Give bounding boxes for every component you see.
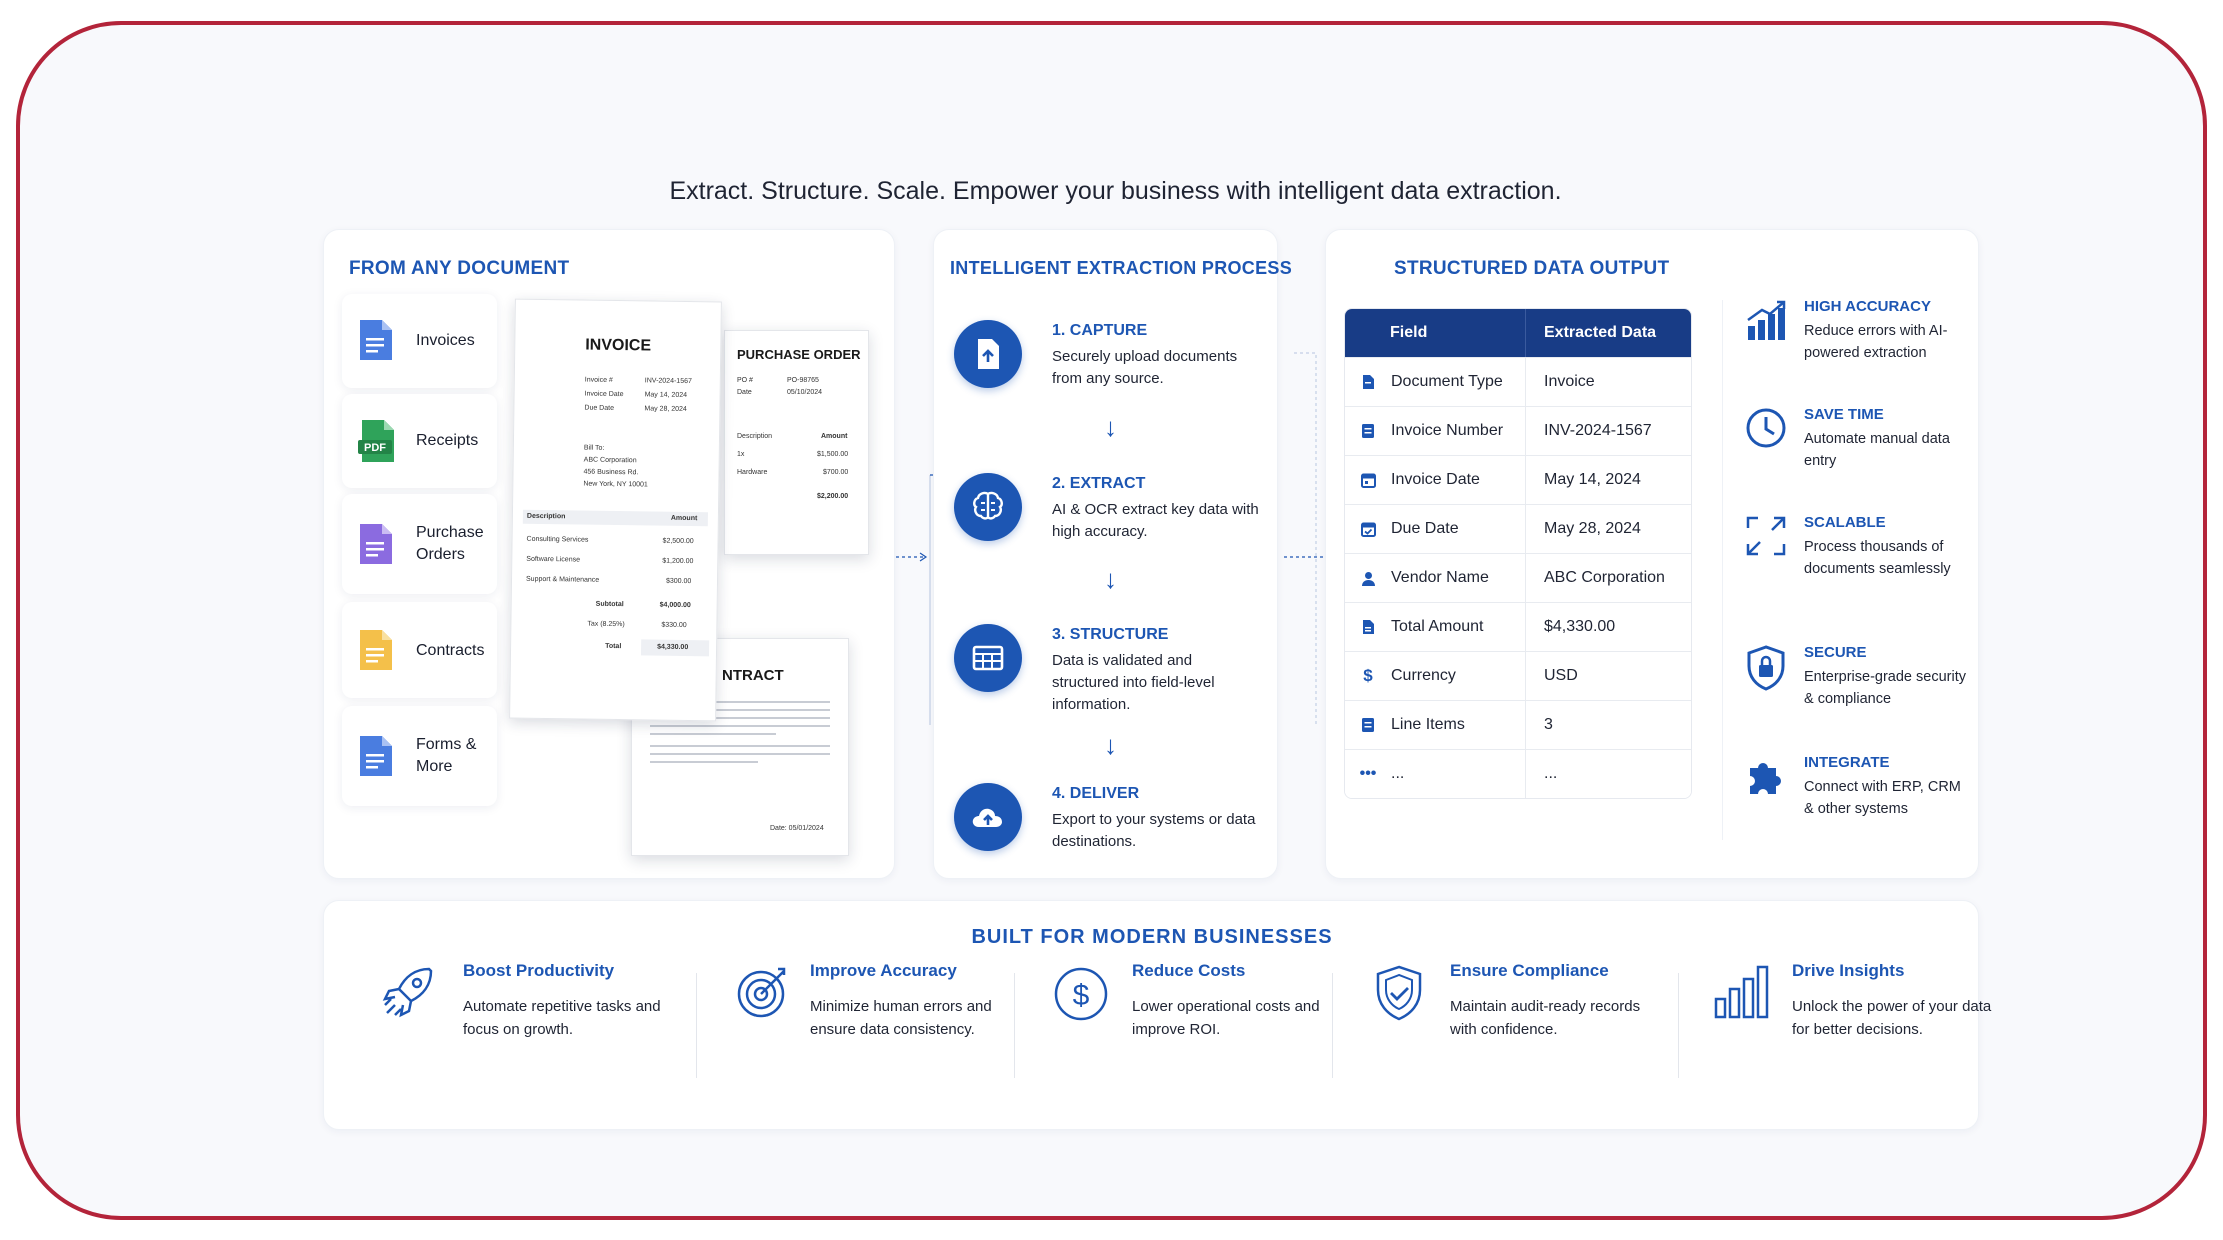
doctype-invoices[interactable] <box>342 294 497 388</box>
doctype-label: Purchase Orders <box>416 524 484 563</box>
benefit-title: Drive Insights <box>1792 961 1905 980</box>
divider <box>1678 973 1679 1078</box>
clock-icon <box>1744 406 1788 450</box>
invoice-preview: INVOICE Invoice # INV-2024-1567 Invoice Date May 14, 2024 Due Date May 28, 2024 Bill To: ABC Corporation 456 Business Rd. New York, NY 10001 Description Amount Consulting Services $2,500.00 Software License $1,200.00 Support & Maintenance $300.00 Subtotal $4,000.00 Tax (8.25%) $330.00 Total $4,330.00 <box>509 299 722 722</box>
shield-check-icon <box>1370 963 1428 1023</box>
more-icon: ••• <box>1359 765 1377 782</box>
document-icon <box>1360 374 1376 390</box>
step-title: 3. STRUCTURE <box>1052 626 1169 643</box>
po-title: PURCHASE ORDER <box>737 347 861 362</box>
table-row[interactable] <box>1345 651 1691 700</box>
benefit-description: Maintain audit-ready records with confidence. <box>1450 998 1641 1038</box>
doctype-receipts[interactable] <box>342 394 497 488</box>
field-name: Total Amount <box>1391 618 1484 635</box>
process-title: INTELLIGENT EXTRACTION PROCESS <box>950 258 1293 278</box>
benefit-boost-productivity <box>379 961 659 1071</box>
documents-title: FROM ANY DOCUMENT <box>349 258 570 279</box>
doc-blue-icon <box>358 318 394 362</box>
bar-chart-icon <box>1712 963 1770 1021</box>
table-row[interactable] <box>1345 455 1691 504</box>
step-description: AI & OCR extract key data with high accuracy. <box>1052 501 1259 540</box>
dollar-icon: $ <box>1363 666 1373 685</box>
down-arrow-icon: ↓ <box>1104 412 1117 442</box>
rocket-icon <box>379 963 437 1021</box>
output-title: STRUCTURED DATA OUTPUT <box>1394 258 1670 279</box>
brain-icon <box>954 473 1022 541</box>
divider <box>1332 973 1333 1078</box>
column-header-field: Field <box>1345 309 1526 357</box>
down-arrow-icon: ↓ <box>1104 730 1117 760</box>
benefit-description: Automate repetitive tasks and focus on growth. <box>463 998 661 1038</box>
table-row[interactable] <box>1345 553 1691 602</box>
step-description: Export to your systems or data destinations. <box>1052 811 1256 850</box>
doctype-label: Receipts <box>416 432 479 449</box>
field-value: May 28, 2024 <box>1544 520 1641 537</box>
table-row[interactable] <box>1345 700 1691 749</box>
cloud-upload-icon <box>954 783 1022 851</box>
field-value: ... <box>1544 765 1558 782</box>
benefits-title: BUILT FOR MODERN BUSINESSES <box>971 926 1333 948</box>
field-value: USD <box>1544 667 1578 684</box>
step-title: 1. CAPTURE <box>1052 322 1148 339</box>
field-name: Invoice Date <box>1391 471 1480 488</box>
field-value: Invoice <box>1544 373 1595 390</box>
field-name: Document Type <box>1391 373 1503 390</box>
field-value: INV-2024-1567 <box>1544 422 1652 439</box>
user-icon <box>1360 570 1376 586</box>
contract-preview: NTRACT Date: 05/01/2024 <box>631 638 849 856</box>
benefit-title: Improve Accuracy <box>810 961 957 980</box>
documents-panel <box>323 229 895 879</box>
doctype-purchase-orders[interactable] <box>342 494 497 594</box>
feature-secure <box>1744 644 1966 724</box>
expand-arrows-icon <box>1744 514 1788 558</box>
table-row[interactable] <box>1345 406 1691 455</box>
down-arrow-icon: ↓ <box>1104 564 1117 594</box>
step-title: 4. DELIVER <box>1052 785 1140 802</box>
benefit-description: Lower operational costs and improve ROI. <box>1132 998 1320 1038</box>
feature-save-time <box>1744 406 1950 486</box>
feature-title: SECURE <box>1804 644 1867 661</box>
doctype-contracts[interactable] <box>342 602 497 698</box>
step-description: Securely upload documents from any source. <box>1052 348 1238 387</box>
purchase-order-preview: PURCHASE ORDER PO # PO-98765 Date 05/10/2024 Description Amount 1x $1,500.00 Hardware $700.00 $2,200.00 <box>724 330 869 555</box>
table-header <box>1345 309 1691 357</box>
dollar-circle-icon <box>1052 963 1110 1021</box>
table-icon <box>954 624 1022 692</box>
target-icon <box>734 963 792 1021</box>
feature-description: Reduce errors with AI-powered extraction <box>1804 323 1948 361</box>
upload-document-icon <box>954 320 1022 388</box>
benefit-description: Minimize human errors and ensure data consistency. <box>810 998 992 1038</box>
benefit-ensure-compliance <box>1370 961 1670 1071</box>
feature-description: Automate manual data entry <box>1804 431 1950 469</box>
doctype-label: Forms & More <box>416 736 477 775</box>
infographic-frame <box>16 21 2207 1220</box>
benefits-panel <box>323 900 1992 1130</box>
tagline: Extract. Structure. Scale. Empower your business with intelligent data extraction. <box>669 177 1562 205</box>
benefit-improve-accuracy <box>734 961 1014 1071</box>
table-row[interactable] <box>1345 504 1691 553</box>
calendar-check-icon <box>1360 521 1376 537</box>
puzzle-icon <box>1744 754 1788 798</box>
contract-title: NTRACT <box>722 667 784 684</box>
doc-yellow-icon <box>358 628 394 672</box>
pdf-green-icon <box>358 418 398 464</box>
shield-lock-icon <box>1744 644 1788 692</box>
feature-scalable <box>1744 514 1951 604</box>
svg-text:PDF: PDF <box>364 442 386 454</box>
calendar-icon <box>1360 472 1376 488</box>
feature-description: Process thousands of documents seamlessly <box>1804 539 1951 577</box>
column-header-extracted: Extracted Data <box>1544 324 1657 341</box>
field-name: ... <box>1391 765 1405 782</box>
step-title: 2. EXTRACT <box>1052 475 1146 492</box>
bar-chart-up-icon <box>1744 298 1788 342</box>
benefit-title: Ensure Compliance <box>1450 961 1609 980</box>
field-value: ABC Corporation <box>1544 569 1665 586</box>
list-icon <box>1360 717 1376 733</box>
feature-description: Enterprise-grade security & compliance <box>1804 669 1966 707</box>
field-value: 3 <box>1544 716 1553 733</box>
field-name: Vendor Name <box>1391 569 1489 586</box>
benefit-drive-insights <box>1712 961 1992 1071</box>
feature-title: INTEGRATE <box>1804 754 1890 771</box>
benefit-title: Boost Productivity <box>463 961 615 980</box>
process-panel <box>933 229 1293 879</box>
feature-title: HIGH ACCURACY <box>1804 298 1931 315</box>
doctype-label: Contracts <box>416 642 485 659</box>
benefit-reduce-costs <box>1052 961 1332 1071</box>
table-row[interactable] <box>1345 602 1691 651</box>
table-row[interactable] <box>1345 749 1691 798</box>
feature-title: SCALABLE <box>1804 514 1886 531</box>
feature-high-accuracy <box>1744 298 1948 378</box>
divider <box>696 973 697 1078</box>
doctype-forms[interactable] <box>342 706 497 806</box>
doctype-label: Invoices <box>416 332 475 349</box>
svg-text:$: $ <box>1072 979 1090 1012</box>
invoice-title: INVOICE <box>585 336 652 355</box>
feature-description: Connect with ERP, CRM & other systems <box>1804 779 1961 817</box>
field-name: Currency <box>1391 667 1456 684</box>
divider <box>1014 973 1015 1078</box>
document-icon <box>1360 619 1376 635</box>
step-description: Data is validated and structured into field-level information. <box>1052 652 1215 713</box>
table-row[interactable] <box>1345 357 1691 406</box>
doc-purple-icon <box>358 522 394 566</box>
field-name: Line Items <box>1391 716 1465 733</box>
list-icon <box>1360 423 1376 439</box>
field-value: May 14, 2024 <box>1544 471 1641 488</box>
output-panel <box>1325 229 1979 879</box>
field-value: $4,330.00 <box>1544 618 1616 635</box>
field-name: Invoice Number <box>1391 422 1504 439</box>
feature-title: SAVE TIME <box>1804 406 1884 423</box>
doc-blue-icon <box>358 734 394 778</box>
benefit-description: Unlock the power of your data for better decisions. <box>1792 998 1992 1038</box>
field-name: Due Date <box>1391 520 1459 537</box>
extracted-data-table <box>1344 308 1692 799</box>
benefit-title: Reduce Costs <box>1132 961 1246 980</box>
feature-integrate <box>1744 754 1961 834</box>
